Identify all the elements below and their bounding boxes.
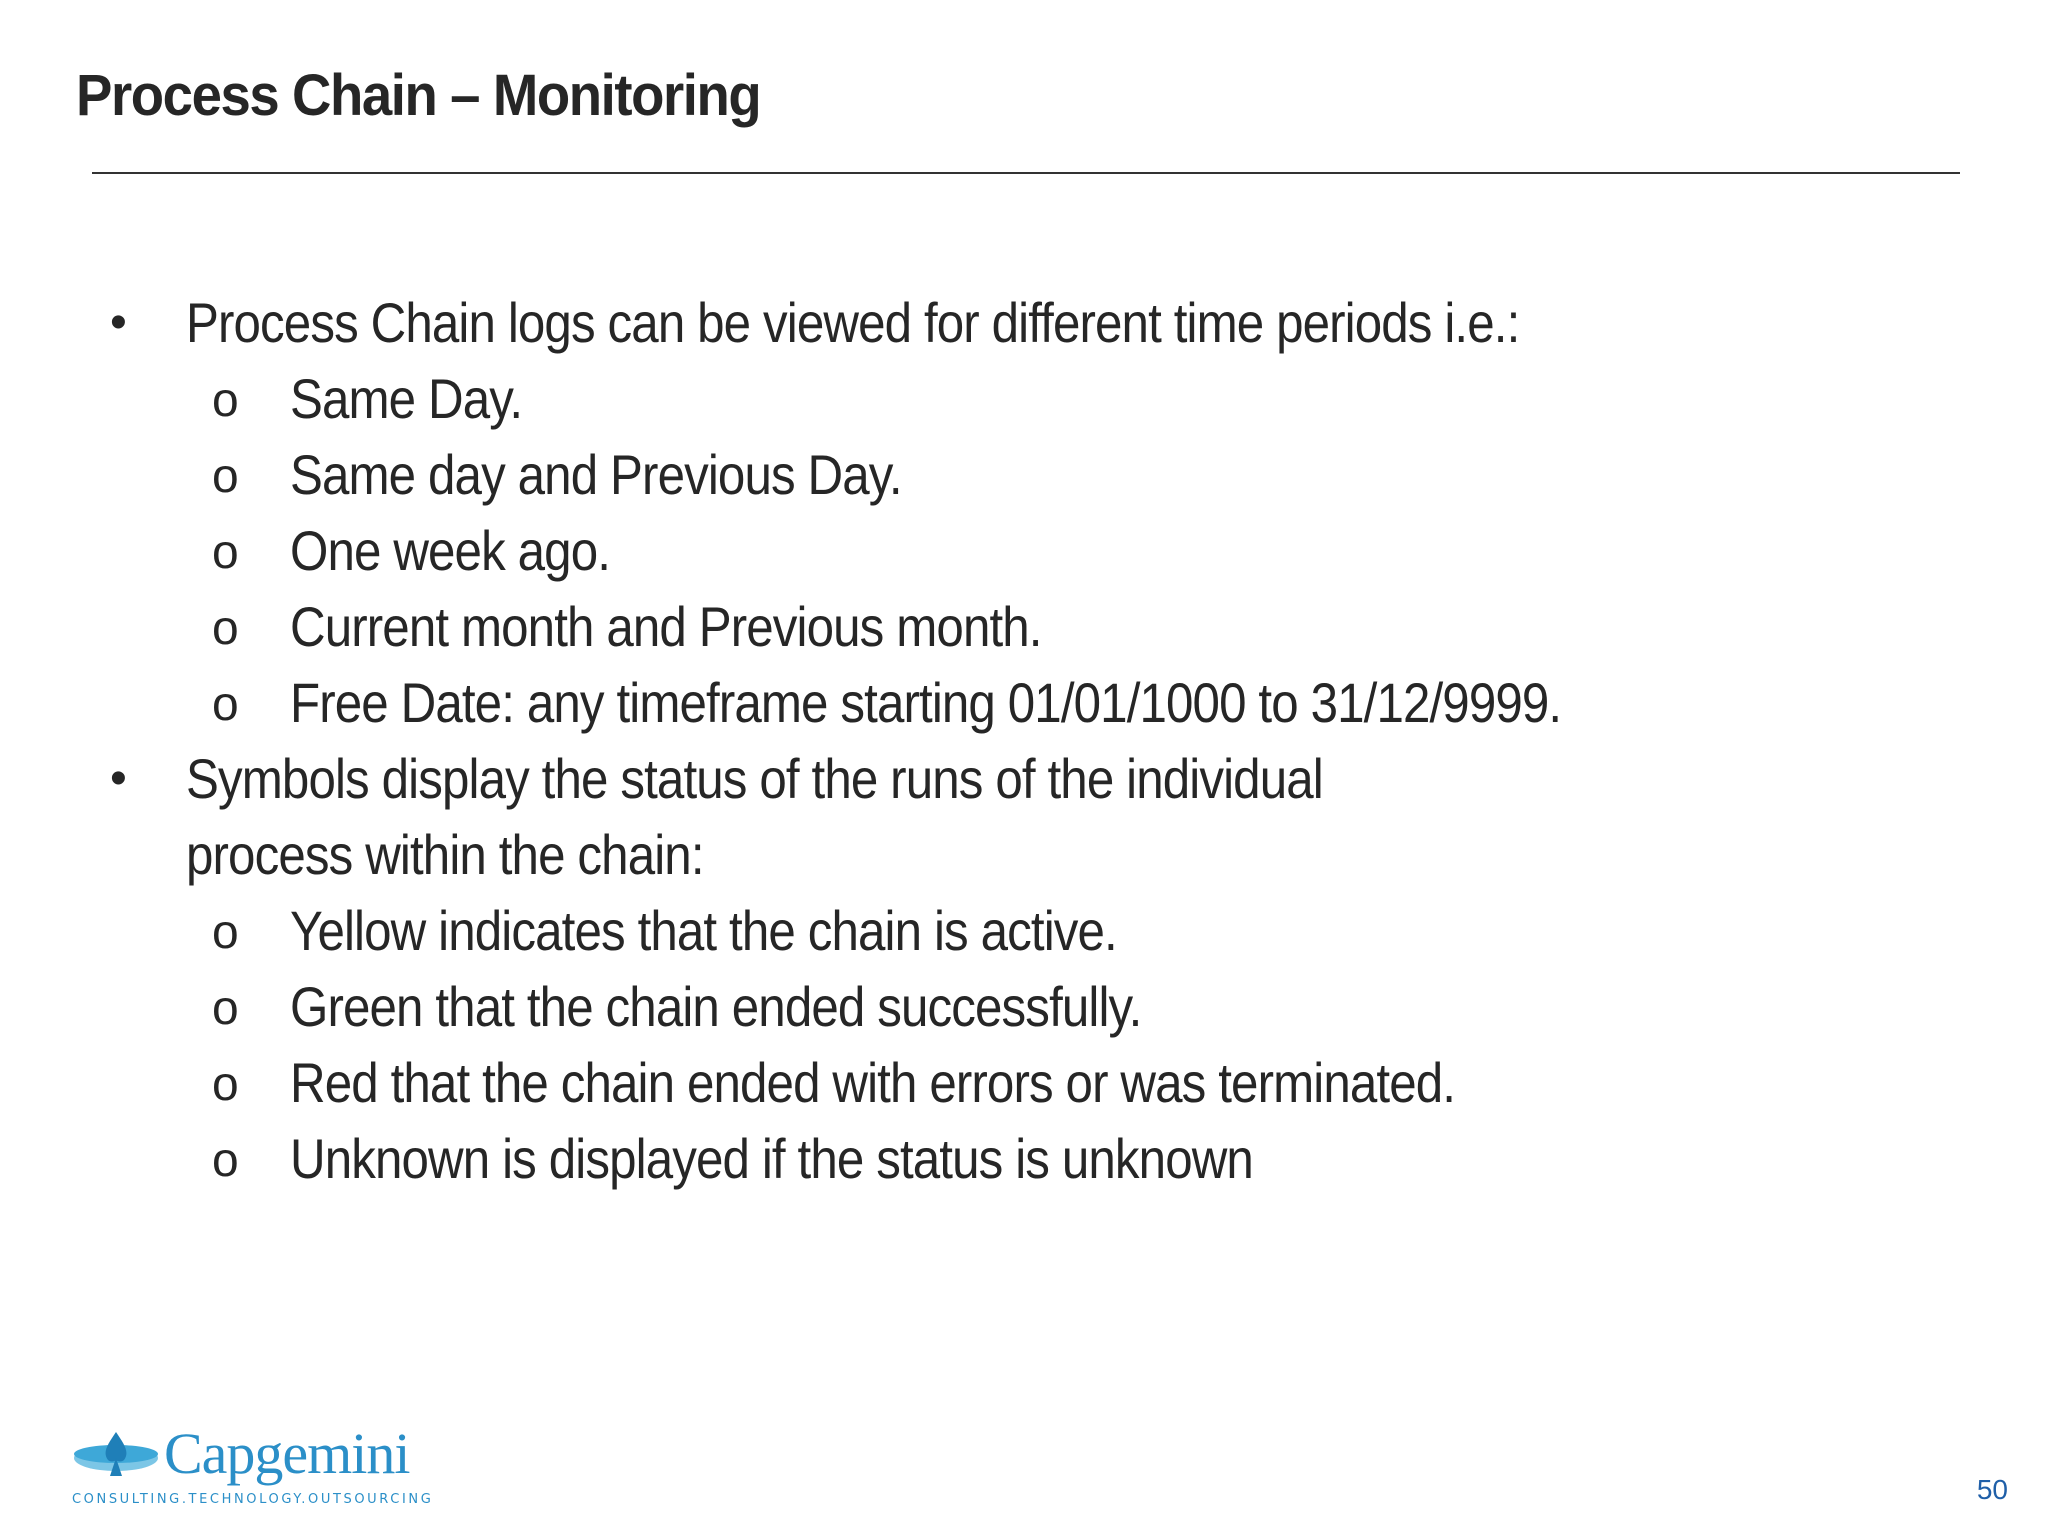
sub-list-item	[100, 437, 1900, 513]
sub-bullet-marker: o	[212, 982, 238, 1035]
slide-title: Process Chain – Monitoring	[76, 63, 761, 128]
sub-item-text: Yellow indicates that the chain is active.	[290, 899, 1117, 962]
sub-list-item	[100, 513, 1900, 589]
bullet-item	[100, 741, 1900, 893]
sub-bullet-marker: o	[212, 374, 238, 427]
slide-content	[100, 285, 1900, 1197]
sub-bullet-marker: o	[212, 602, 238, 655]
bullet-text: Symbols display the status of the runs of the individual process within the chain:	[186, 747, 1323, 886]
capgemini-ace-icon	[72, 1428, 168, 1490]
sub-item-text: Same Day.	[290, 367, 523, 430]
sub-item-text: Green that the chain ended successfully.	[290, 975, 1142, 1038]
sub-item-text: One week ago.	[290, 519, 611, 582]
bullet-item	[100, 285, 1900, 361]
sub-bullet-marker: o	[212, 526, 238, 579]
title-divider	[92, 172, 1960, 174]
sub-item-text: Unknown is displayed if the status is unknown	[290, 1127, 1253, 1190]
sub-list-item	[100, 665, 1900, 741]
sub-list-item	[100, 1045, 1900, 1121]
capgemini-logo	[72, 1421, 434, 1508]
sub-list-item	[100, 969, 1900, 1045]
page-number: 50	[1976, 1474, 2008, 1505]
sub-bullet-marker: o	[212, 450, 238, 503]
sub-list-item	[100, 893, 1900, 969]
sub-item-text: Current month and Previous month.	[290, 595, 1042, 658]
sub-item-text: Same day and Previous Day.	[290, 443, 902, 506]
sub-list-item	[100, 1121, 1900, 1197]
sub-item-text: Free Date: any timeframe starting 01/01/1000 to 31/12/9999.	[290, 671, 1562, 734]
sub-bullet-marker: o	[212, 1058, 238, 1111]
sub-bullet-marker: o	[212, 1134, 238, 1187]
sub-item-text: Red that the chain ended with errors or was terminated.	[290, 1051, 1456, 1114]
sub-list-item	[100, 589, 1900, 665]
bullet-marker: •	[110, 296, 126, 349]
sub-list-item	[100, 361, 1900, 437]
sub-bullet-marker: o	[212, 906, 238, 959]
bullet-marker: •	[110, 752, 126, 805]
logo-wordmark: Capgemini	[164, 1421, 410, 1486]
sub-bullet-marker: o	[212, 678, 238, 731]
bullet-text: Process Chain logs can be viewed for different time periods i.e.:	[186, 291, 1520, 354]
logo-tagline: CONSULTING.TECHNOLOGY.OUTSOURCING	[72, 1492, 434, 1507]
